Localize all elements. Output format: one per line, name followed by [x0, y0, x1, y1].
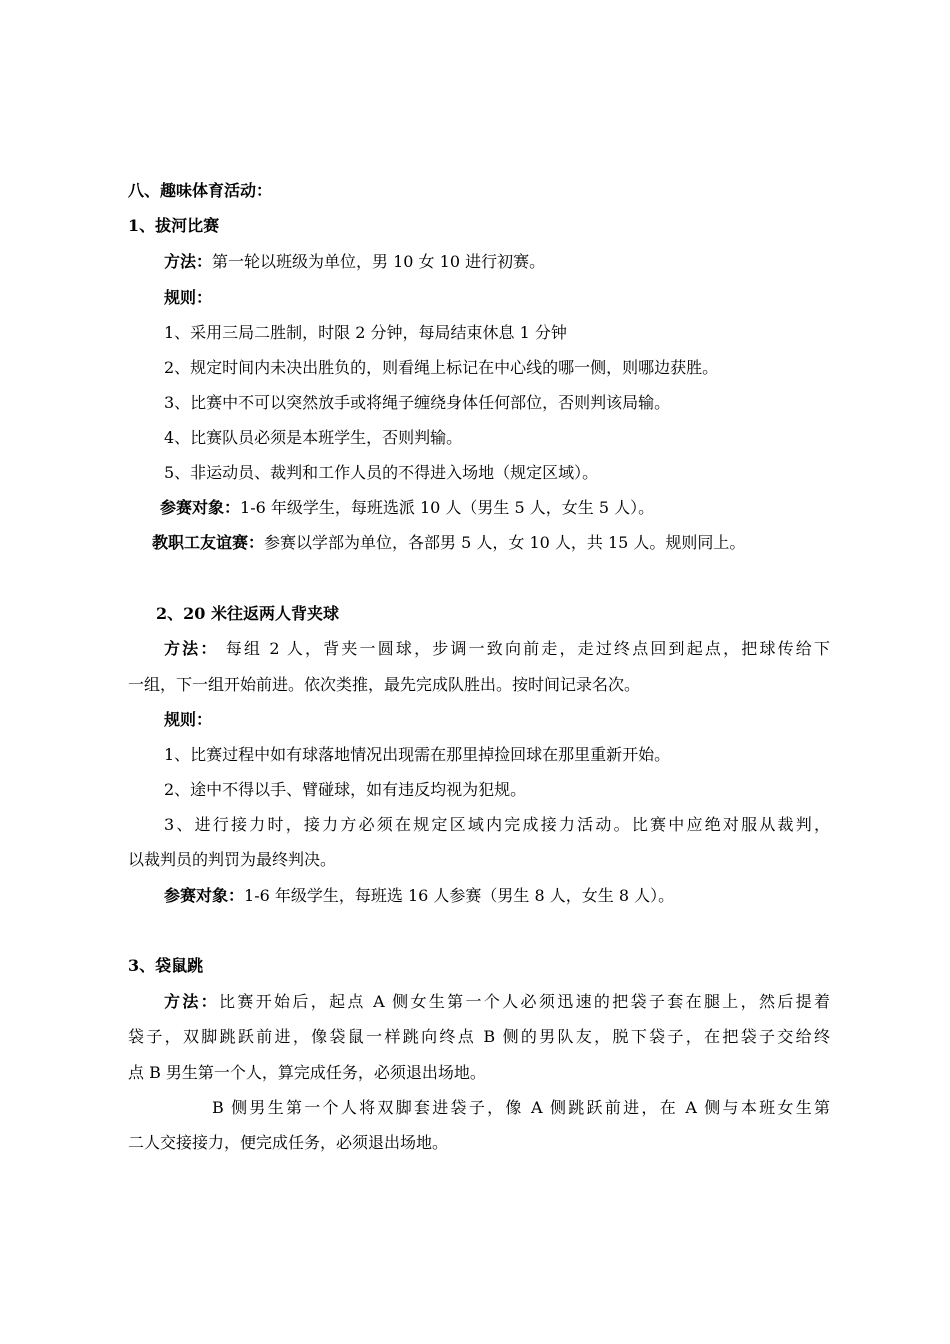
kangaroo-method-line-3: 点 B 男生第一个人，算完成任务，必须退出场地。: [128, 1063, 486, 1082]
ball-method-text-1: 每组 2 人，背夹一圆球，步调一致向前走，走过终点回到起点，把球传给下: [218, 639, 830, 658]
ball-participants-label: 参赛对象：: [164, 886, 245, 905]
section-title: 八、趣味体育活动：: [128, 181, 273, 200]
kangaroo-method-line-2: 袋子，双脚跳跃前进，像袋鼠一样跳向终点 B 侧的男队友，脱下袋子，在把袋子交给终: [128, 1027, 830, 1046]
tug-rule-1: 1、采用三局二胜制，时限 2 分钟，每局结束休息 1 分钟: [164, 323, 567, 342]
staff-friendly-match: [152, 532, 745, 554]
ball-rule-3-line-2: 以裁判员的判罚为最终判决。: [128, 850, 337, 869]
ball-method-line-2: 一组，下一组开始前进。依次类推，最先完成队胜出。按时间记录名次。: [128, 675, 641, 694]
tug-method: [164, 251, 545, 273]
staff-text: 参赛以学部为单位，各部男 5 人，女 10 人，共 15 人。规则同上。: [264, 533, 746, 552]
kangaroo-para2-line-1: B 侧男生第一个人将双脚套进袋子，像 A 侧跳跃前进，在 A 侧与本班女生第: [212, 1098, 830, 1117]
ball-rule-1: 1、比赛过程中如有球落地情况出现需在那里掉捡回球在那里重新开始。: [164, 745, 671, 764]
tug-rule-2: 2、规定时间内未决出胜负的，则看绳上标记在中心线的哪一侧，则哪边获胜。: [164, 358, 719, 377]
ball-rules-label: 规则：: [164, 710, 213, 729]
ball-method-label: 方法：: [164, 639, 219, 658]
ball-title: 2、20 米往返两人背夹球: [156, 604, 339, 623]
kangaroo-title: 3、袋鼠跳: [128, 956, 204, 975]
kangaroo-para2-line-2: 二人交接接力，便完成任务，必须退出场地。: [128, 1133, 449, 1152]
tug-participants: [160, 497, 654, 519]
ball-rule-2: 2、途中不得以手、臂碰球，如有违反均视为犯规。: [164, 780, 527, 799]
tug-method-label: 方法：: [164, 252, 213, 271]
tug-rule-4: 4、比赛队员必须是本班学生，否则判输。: [164, 428, 463, 447]
ball-participants-text: 1-6 年级学生，每班选 16 人参赛（男生 8 人，女生 8 人）。: [244, 886, 675, 905]
kangaroo-method-text-1: 比赛开始后，起点 A 侧女生第一个人必须迅速的把袋子套在腿上，然后提着: [219, 992, 830, 1011]
tug-rule-5: 5、非运动员、裁判和工作人员的不得进入场地（规定区域）。: [164, 463, 599, 482]
kangaroo-method-label: 方法：: [164, 992, 220, 1011]
tug-method-text: 第一轮以班级为单位，男 10 女 10 进行初赛。: [212, 252, 546, 271]
ball-rule-3-line-1: 3、进行接力时，接力方必须在规定区域内完成接力活动。比赛中应绝对服从裁判，: [164, 815, 830, 834]
tug-title: 1、拔河比赛: [128, 216, 220, 235]
tug-rules-label: 规则：: [164, 288, 213, 307]
ball-method-line-1: [164, 638, 830, 660]
tug-participants-label: 参赛对象：: [160, 498, 241, 517]
tug-rule-3: 3、比赛中不可以突然放手或将绳子缠绕身体任何部位，否则判该局输。: [164, 393, 671, 412]
staff-label: 教职工友谊赛：: [152, 533, 265, 552]
ball-participants: [164, 885, 674, 907]
tug-participants-text: 1-6 年级学生，每班选派 10 人（男生 5 人，女生 5 人）。: [240, 498, 655, 517]
kangaroo-method-line-1: [164, 991, 830, 1013]
